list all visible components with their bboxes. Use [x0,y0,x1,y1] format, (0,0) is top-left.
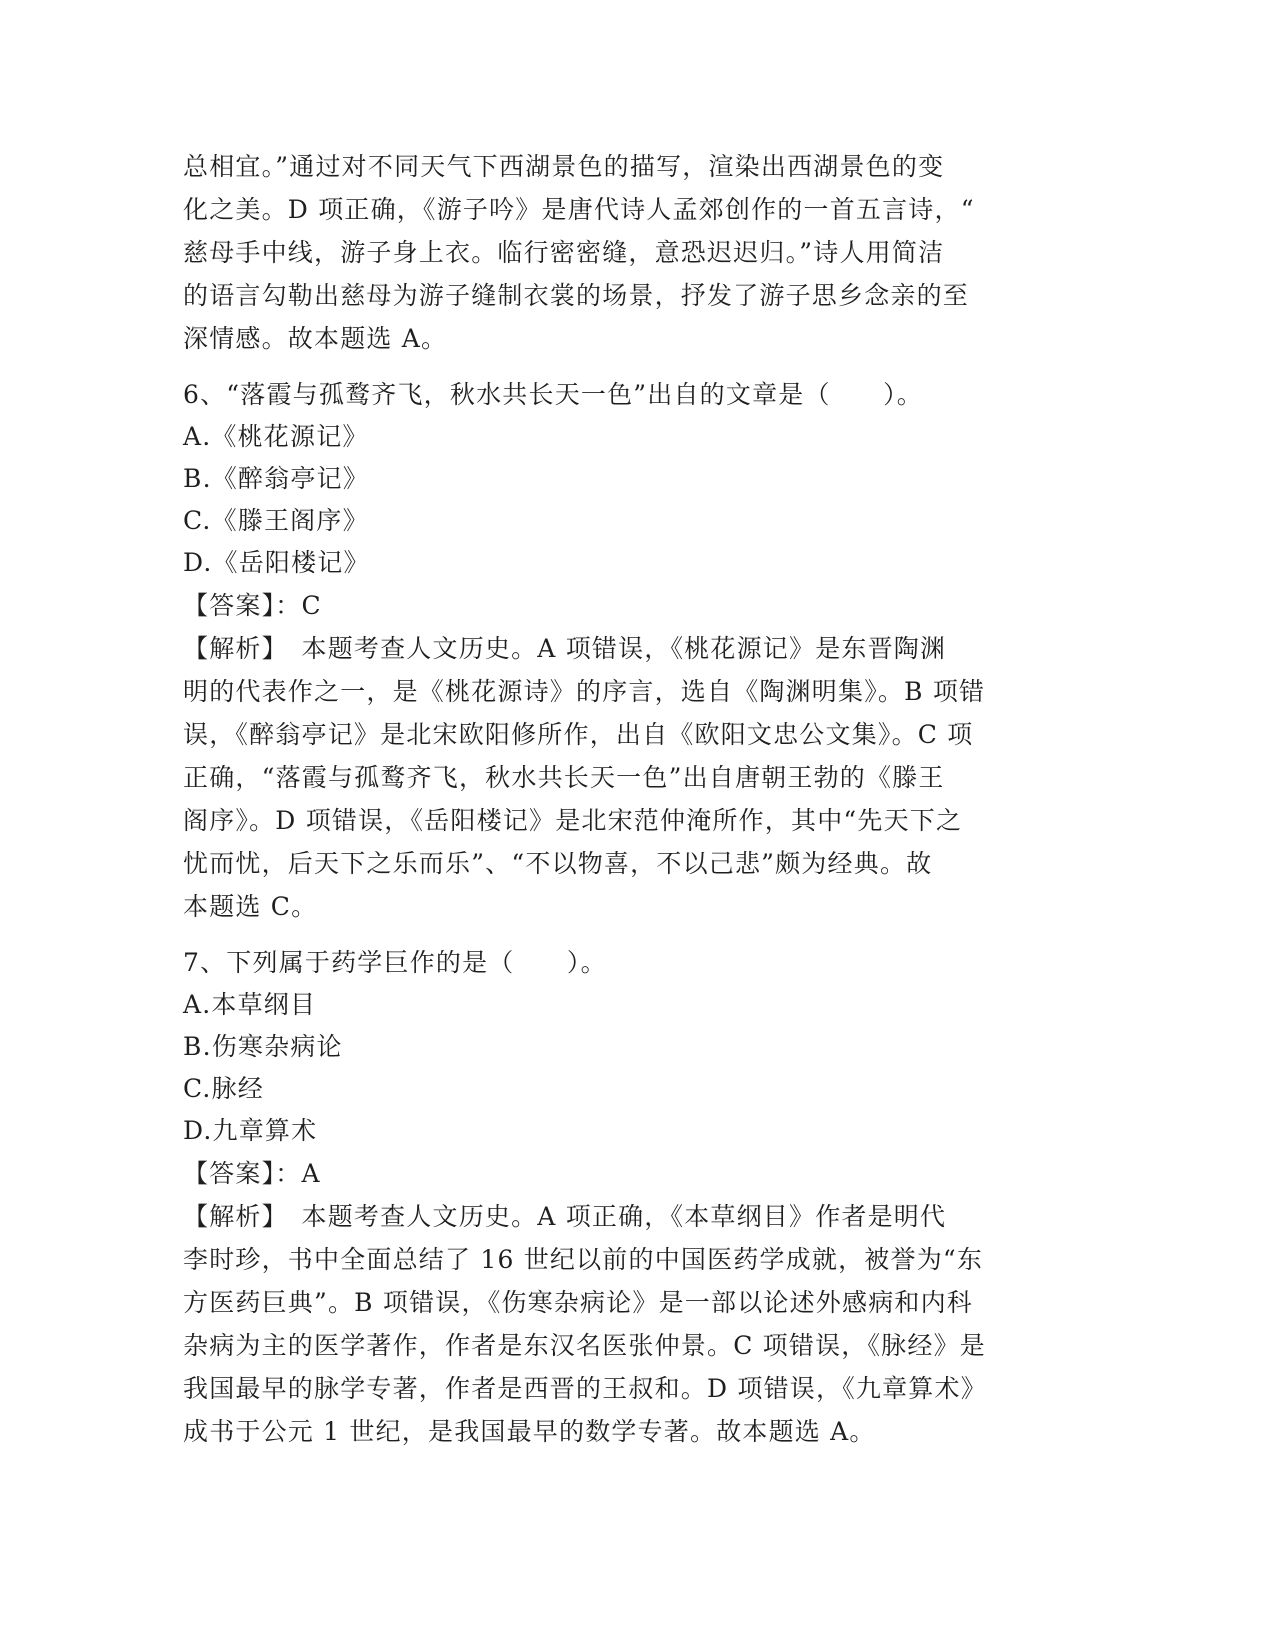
analysis-line: 成书于公元 1 世纪，是我国最早的数学专著。故本题选 A。 [183,1417,876,1446]
previous-analysis-tail [183,145,1053,360]
analysis-line: 我国最早的脉学专著，作者是西晋的王叔和。D 项错误，《九章算术》 [183,1374,987,1403]
text-line: 深情感。故本题选 A。 [183,324,448,353]
question-7-text: 7、下列属于药学巨作的是（ ）。 [183,948,607,977]
page-content [183,145,1053,1453]
text-line: 化之美。D 项正确，《游子吟》是唐代诗人孟郊创作的一首五言诗，“ [183,195,975,224]
analysis-line: 误，《醉翁亭记》是北宋欧阳修所作，出自《欧阳文忠公文集》。C 项 [183,720,974,749]
question-7-answer: 【答案】：A [183,1159,321,1188]
text-line: 慈母手中线，游子身上衣。临行密密缝，意恐迟迟归。”诗人用简洁 [183,238,945,267]
question-7-option-b: B.伤寒杂病论 [183,1032,343,1061]
analysis-line: 明的代表作之一，是《桃花源诗》的序言，选自《陶渊明集》。B 项错 [183,677,986,706]
analysis-line: 【解析】 本题考查人文历史。A 项错误，《桃花源记》是东晋陶渊 [183,634,947,663]
analysis-line: 方医药巨典”。B 项错误，《伤寒杂病论》是一部以论述外感病和内科 [183,1288,974,1317]
question-6-option-b: B.《醉翁亭记》 [183,464,369,493]
analysis-line: 李时珍，书中全面总结了 16 世纪以前的中国医药学成就，被誉为“东 [183,1245,984,1274]
analysis-line: 正确，“落霞与孤鹜齐飞，秋水共长天一色”出自唐朝王勃的《滕王 [183,763,945,792]
question-6-text: 6、“落霞与孤鹜齐飞，秋水共长天一色”出自的文章是（ ）。 [183,380,923,409]
question-6-option-c: C.《滕王阁序》 [183,506,369,535]
question-6 [183,374,1053,928]
analysis-line: 【解析】 本题考查人文历史。A 项正确，《本草纲目》作者是明代 [183,1202,947,1231]
question-7-option-d: D.九章算术 [183,1116,318,1145]
question-6-option-a: A.《桃花源记》 [183,422,369,451]
analysis-line: 忧而忧，后天下之乐而乐”、“不以物喜，不以己悲”颇为经典。故 [183,849,933,878]
question-7-option-a: A.本草纲目 [183,990,317,1019]
question-6-analysis [183,627,1053,928]
analysis-line: 阁序》。D 项错误，《岳阳楼记》是北宋范仲淹所作，其中“先天下之 [183,806,963,835]
text-line: 的语言勾勒出慈母为游子缝制衣裳的场景，抒发了游子思乡念亲的至 [183,281,970,310]
text-line: 总相宜。”通过对不同天气下西湖景色的描写，渲染出西湖景色的变 [183,152,945,181]
question-7 [183,942,1053,1453]
question-6-option-d: D.《岳阳楼记》 [183,548,370,577]
analysis-line: 杂病为主的医学著作，作者是东汉名医张仲景。C 项错误，《脉经》是 [183,1331,986,1360]
question-6-answer: 【答案】：C [183,591,322,620]
analysis-line: 本题选 C。 [183,892,318,921]
question-7-option-c: C.脉经 [183,1074,264,1103]
question-7-analysis [183,1195,1053,1453]
